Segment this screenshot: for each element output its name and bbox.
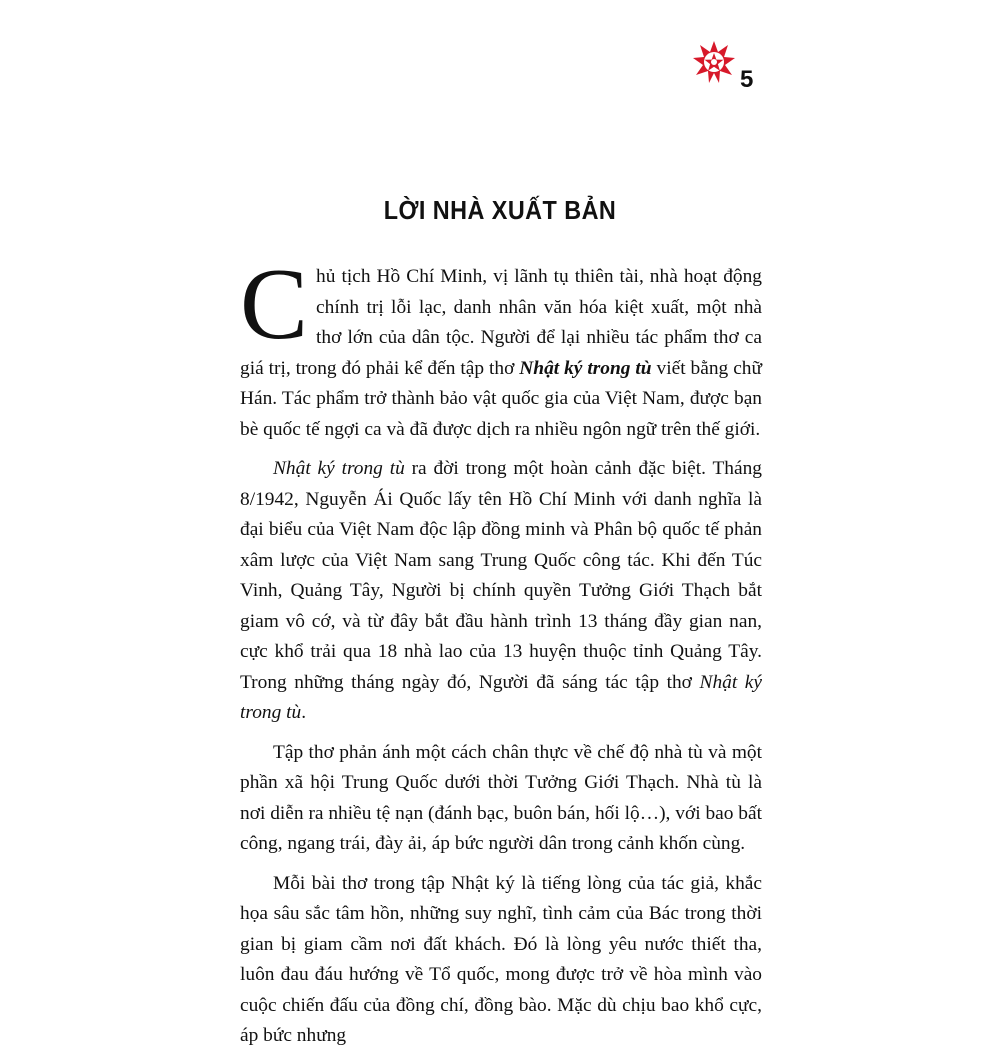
- paragraph-2-text-b: .: [301, 702, 307, 723]
- paragraph-3: Tập thơ phản ánh một cách chân thực về chế độ nhà tù và một phần xã hội Trung Quốc dưới thời Tưởng Giới Thạch. Nhà tù là nơi diễn ra nhiều tệ nạn (đánh bạc, buôn bán, hối lộ…), với bao bất công, ngang trái, đày ải, áp bức người dân trong cảnh khốn cùng.: [240, 741, 762, 854]
- paragraph-1-text-b: viết bằng chữ Hán. Tác phẩm trở thành bảo vật quốc gia của Việt Nam, được bạn bè quốc tế ngợi ca và đã được dịch ra nhiều ngôn ngữ trên thế giới.: [240, 357, 763, 440]
- chapter-title: LỜI NHÀ XUẤT BẢN: [383, 195, 617, 225]
- paragraph-1: [240, 248, 763, 445]
- drop-cap: C: [240, 248, 309, 361]
- paragraph-1-text-a: hủ tịch Hồ Chí Minh, vị lãnh tụ thiên tài, nhà hoạt động chính trị lỗi lạc, danh nhân văn hóa kiệt xuất, một nhà thơ lớn của dân tộc. Người để lại nhiều tác phẩm thơ ca giá trị, trong đó phải kể đến tập thơ: [240, 266, 762, 379]
- page-number: 5: [740, 66, 754, 93]
- red-star-emblem-icon: [692, 40, 736, 84]
- book-title-italic-end: Nhật ký trong tù: [240, 671, 763, 723]
- body-text: [240, 248, 763, 1061]
- book-title-emphasis: Nhật ký trong tù: [519, 357, 652, 379]
- paragraph-2: [240, 454, 762, 729]
- paragraph-2-text-a: ra đời trong một hoàn cảnh đặc biệt. Tháng 8/1942, Nguyễn Ái Quốc lấy tên Hồ Chí Minh với danh nghĩa là đại biểu của Việt Nam độc lập đồng minh và Phân bộ quốc tế phản xâm lược của Việt Nam sang Trung Quốc công tác. Khi đến Túc Vinh, Quảng Tây, Người bị chính quyền Tưởng Giới Thạch bắt giam vô cớ, và từ đây bắt đầu hành trình 13 tháng đầy gian nan, cực khổ trải qua 18 nhà lao của 13 huyện thuộc tỉnh Quảng Tây. Trong những tháng ngày đó, Người đã sáng tác tập thơ: [240, 458, 762, 693]
- book-title-italic: Nhật ký trong tù: [273, 458, 405, 479]
- paragraph-4: Mỗi bài thơ trong tập Nhật ký là tiếng lòng của tác giả, khắc họa sâu sắc tâm hồn, những suy nghĩ, tình cảm của Bác trong thời gian bị giam cầm nơi đất khách. Đó là lòng yêu nước thiết tha, luôn đau đáu hướng về Tổ quốc, mong được trở về hòa mình vào cuộc chiến đấu của đồng chí, đồng bào. Mặc dù chịu bao khổ cực, áp bức nhưng: [240, 872, 762, 1046]
